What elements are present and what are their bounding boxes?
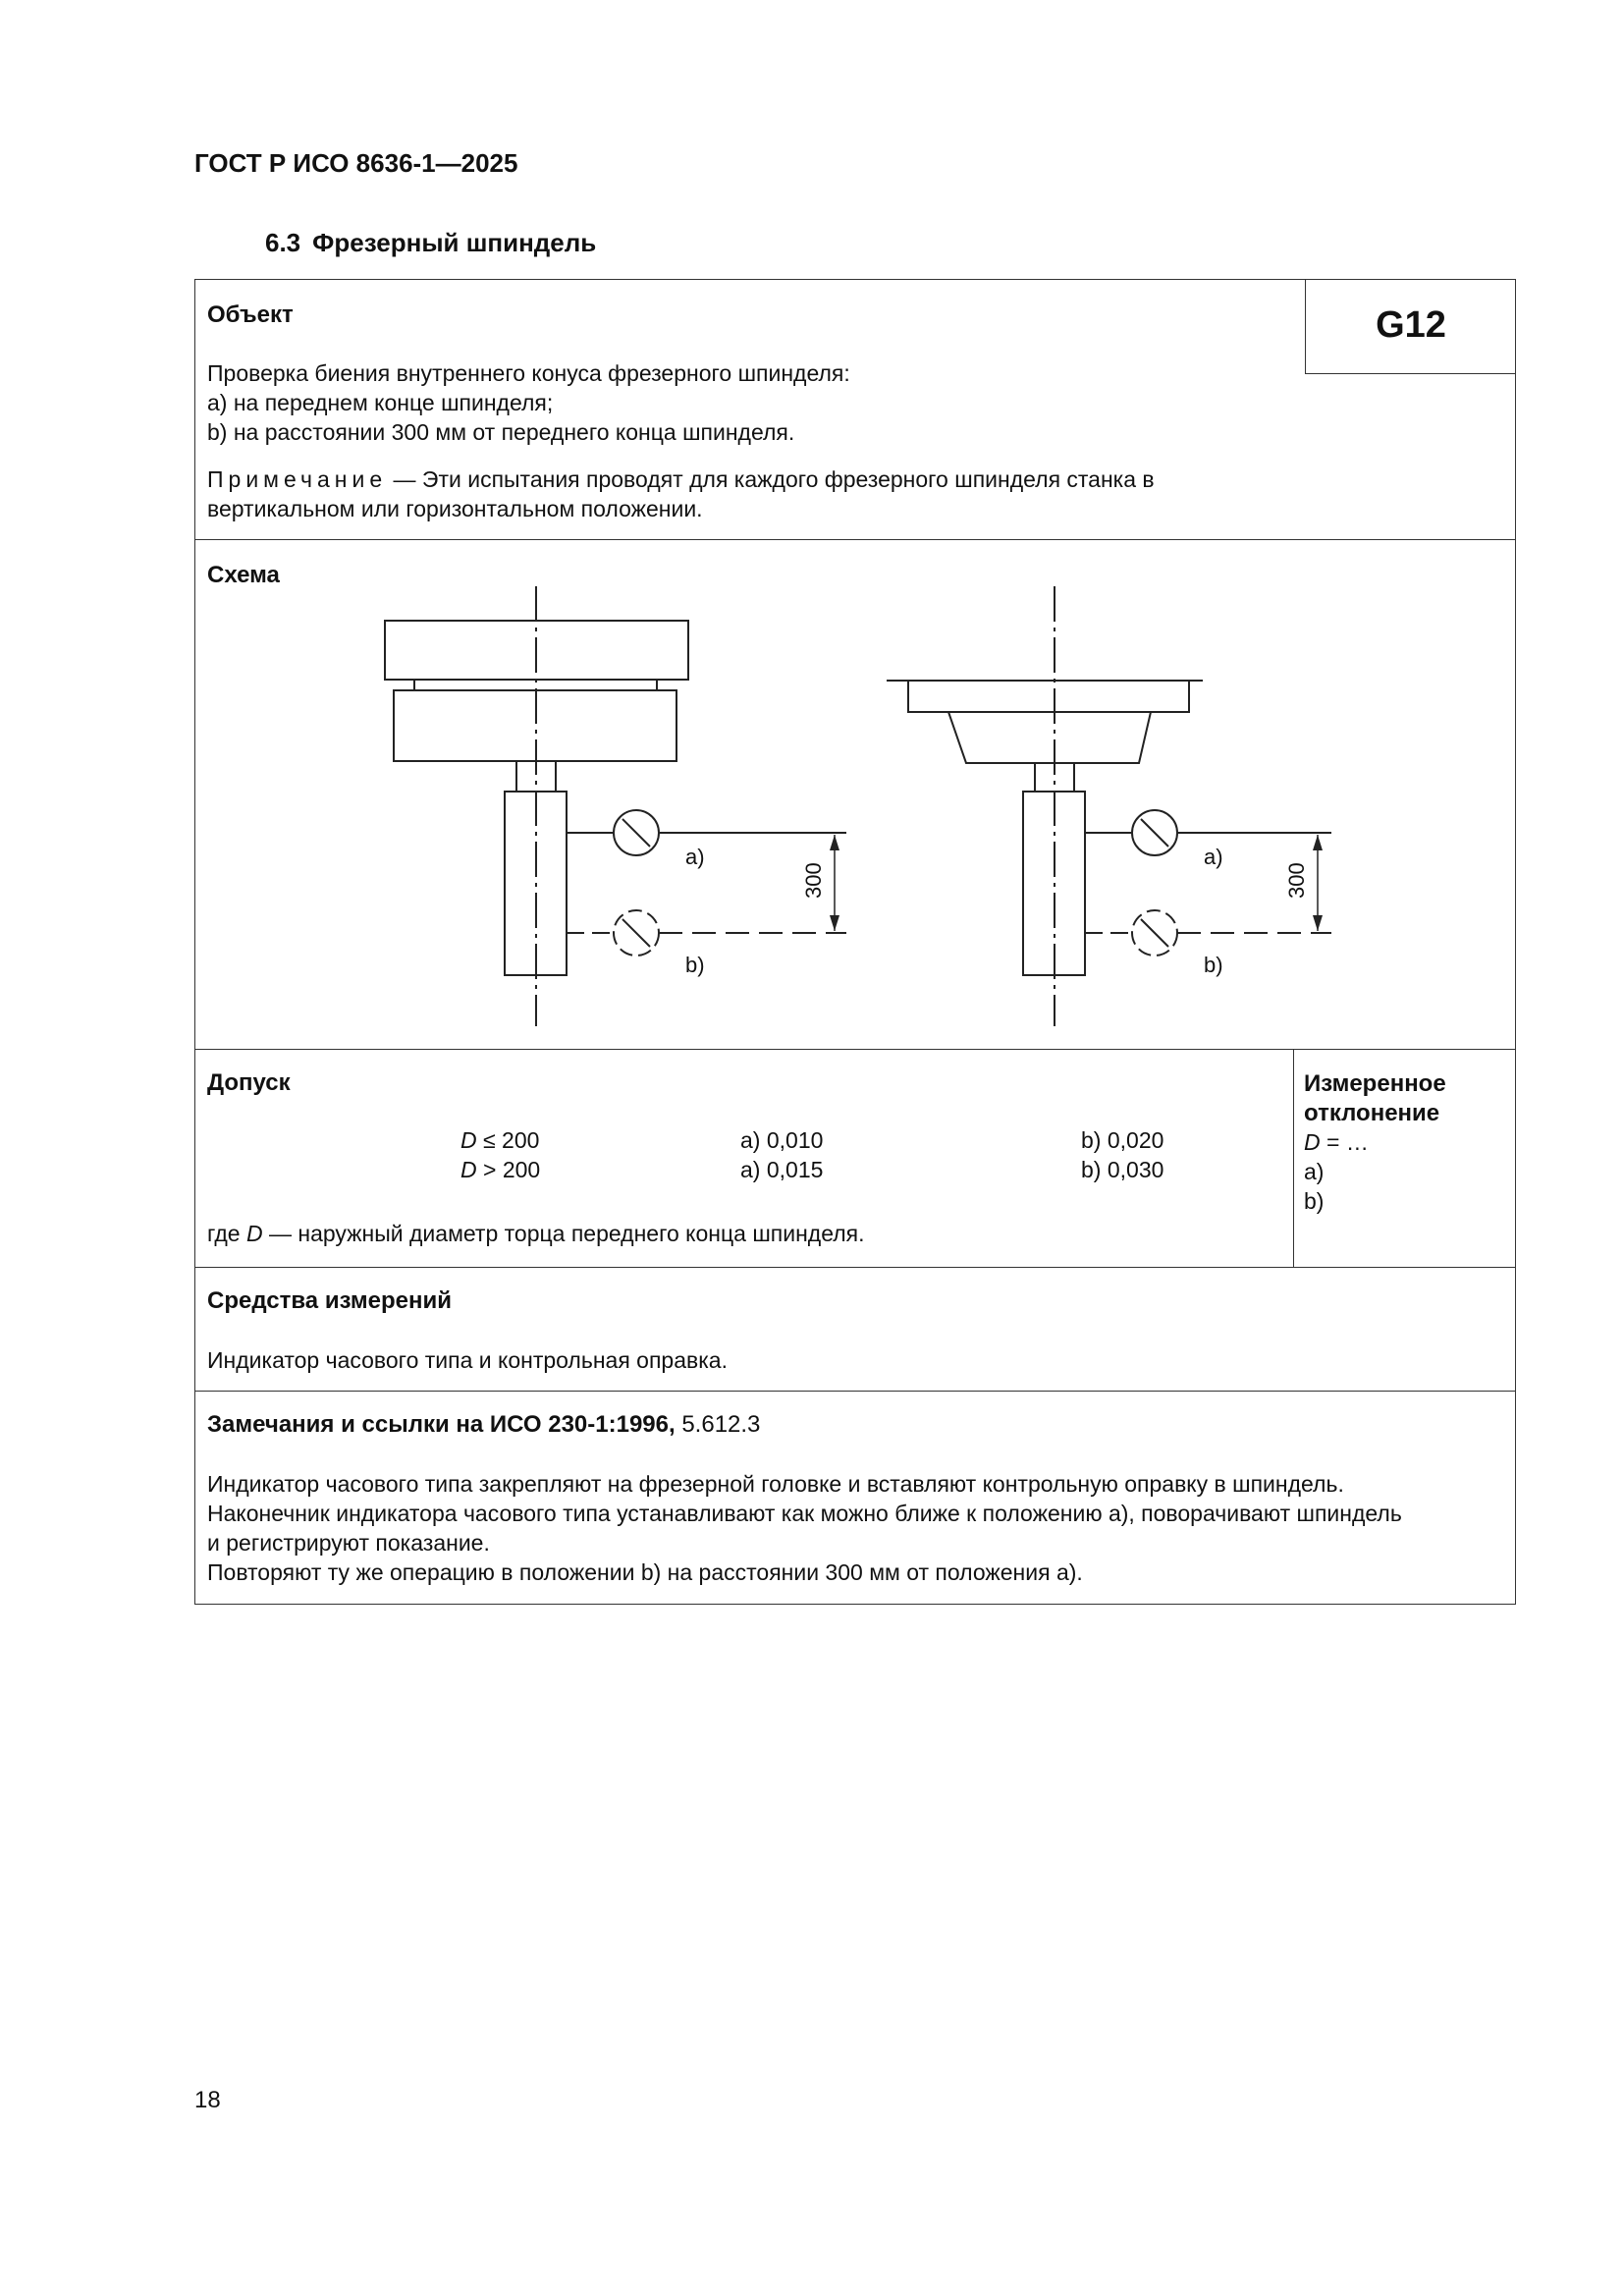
left-dimension-arrow-top (830, 835, 839, 850)
right-dimension-arrow-bottom (1313, 915, 1323, 931)
right-dial-needle-a (1141, 819, 1168, 847)
right-spindle-flange (908, 681, 1189, 712)
object-intro: Проверка биения внутреннего конуса фрезерного шпинделя: (207, 360, 850, 386)
object-item-a: a) на переднем конце шпинделя; (207, 390, 554, 415)
remarks-section (194, 1391, 1516, 1605)
right-dial-needle-b (1141, 919, 1168, 947)
tolerance-value-b2: b) 0,030 (1081, 1157, 1164, 1182)
measured-deviation-section (1293, 1049, 1516, 1268)
page-number: 18 (194, 2087, 221, 2113)
tolerance-label: Допуск (207, 1069, 291, 1096)
scheme-label: Схема (207, 562, 280, 588)
note-label: Примечание (207, 466, 388, 492)
left-label-a: a) (685, 845, 705, 869)
section-number: 6.3 (265, 228, 301, 257)
left-dial-needle-b (622, 919, 650, 947)
right-dimension-arrow-top (1313, 835, 1323, 850)
remarks-label: Замечания и ссылки на ИСО 230-1:1996, 5.612.3 (207, 1411, 761, 1438)
right-spindle-assembly (887, 586, 1331, 1026)
left-label-b: b) (685, 953, 705, 977)
tolerance-cond-1: D ≤ 200 (460, 1127, 540, 1153)
object-item-b: b) на расстоянии 300 мм от переднего конца шпинделя. (207, 419, 795, 445)
object-label: Объект (207, 301, 294, 328)
tolerance-section (194, 1049, 1294, 1268)
instruments-section (194, 1267, 1516, 1392)
tolerance-value-a1: a) 0,010 (740, 1127, 824, 1153)
right-spindle-taper-head (948, 712, 1151, 763)
tolerance-where: где D — наружный диаметр торца переднего конца шпинделя. (207, 1221, 865, 1246)
tolerance-value-b1: b) 0,020 (1081, 1127, 1164, 1153)
left-dimension-arrow-bottom (830, 915, 839, 931)
instruments-label: Средства измерений (207, 1287, 453, 1314)
test-code: G12 (1376, 304, 1446, 346)
note-line1: — Эти испытания проводят для каждого фрезерного шпинделя станка в (393, 466, 1155, 492)
note-line2: вертикальном или горизонтальном положении. (207, 496, 703, 521)
tolerance-cond-2: D > 200 (460, 1157, 541, 1182)
remarks-text: Индикатор часового типа закрепляют на фрезерной головке и вставляют контрольную оправку в шпиндель. Наконечник индикатора часового типа устанавливают как можно ближе к положению a), поворачивают шпиндель и регистрируют показание. Повторяют ту же операцию в положении b) на расстоянии 300 мм от положения a). (207, 1471, 1402, 1585)
tolerance-value-a2: a) 0,015 (740, 1157, 824, 1182)
standard-header: ГОСТ Р ИСО 8636-1—2025 (194, 148, 518, 178)
right-label-a: a) (1204, 845, 1223, 869)
left-dial-needle-a (622, 819, 650, 847)
right-label-b: b) (1204, 953, 1223, 977)
right-dimension-label: 300 (1284, 862, 1309, 899)
instruments-text: Индикатор часового типа и контрольная оправка. (207, 1347, 728, 1373)
left-spindle-assembly (385, 586, 846, 1026)
section-title-text: Фрезерный шпиндель (312, 228, 597, 257)
measured-label: Измеренное отклонение (1304, 1070, 1446, 1126)
left-dimension-label: 300 (801, 862, 826, 899)
measured-values: D = … a) b) (1304, 1129, 1369, 1214)
